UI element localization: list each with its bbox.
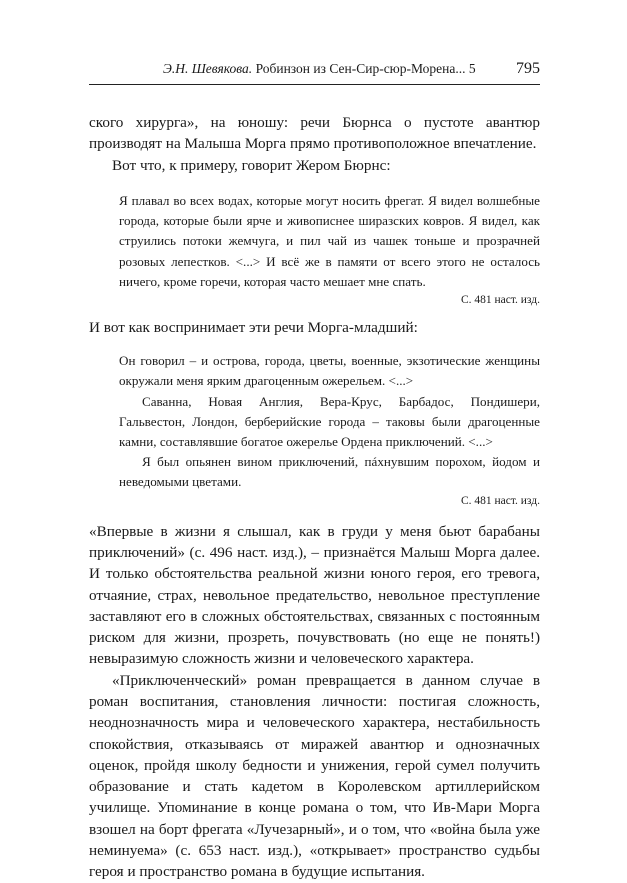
block-quote: Он говорил – и острова, города, цветы, военные, экзотические женщины окружали меня ярким драгоценным ожерельем. <...> bbox=[119, 353, 540, 389]
paragraph: ского хирурга», на юношу: речи Бюрнса о пустоте авантюр производят на Малыша Морга прямо противоположное впечатление. bbox=[89, 114, 540, 153]
block-quote: Я плавал во всех водах, которые могут носить фрегат. Я видел волшебные города, которые были ярче и живописнее ширазских ковров. Я видел, как струились потоки жемчуга, и пил чай из чашек тоньше и прозрачней розовых лепестков. <...> И всё же в памяти от всего этого не осталось ничего, кроме горечи, которая часто мешает мне спать. bbox=[119, 192, 540, 289]
quote-citation: С. 481 наст. изд. bbox=[460, 494, 540, 507]
header-rule bbox=[89, 84, 540, 85]
block-quote: Саванна, Новая Англия, Вера-Крус, Барбадос, Пондишери, Гальвестон, Лондон, берберийские города – таковы были драгоценные камни, составлявшие богатое ожерелье Ордена приключений. <...> bbox=[119, 393, 540, 450]
paragraph: И вот как воспринимает эти речи Морга-младший: bbox=[89, 318, 418, 336]
page-body bbox=[89, 112, 540, 883]
quote-citation: С. 481 наст. изд. bbox=[460, 293, 540, 306]
running-title bbox=[163, 60, 476, 78]
block-quote: Я был опьянен вином приключений, пáхнувшим порохом, йодом и неведомыми цветами. bbox=[119, 454, 540, 490]
paragraph: «Впервые в жизни я слышал, как в груди у меня бьют барабаны приключений» (с. 496 наст. изд.), – признаётся Малыш Морга далее. И только обстоятельства реальной жизни юного героя, его тревога, отчаяние, страх, невольное предательство, невольное преступление заставляют его в сложных обстоятельствах, связанных с постоянным риском для жизни, прозреть, почувствовать (но еще не понять!) невыразимую сложность жизни и человеческого характера. bbox=[89, 522, 540, 668]
header-author: Э.Н. Шевякова. bbox=[163, 61, 253, 76]
paragraph: Вот что, к примеру, говорит Жером Бюрнс: bbox=[112, 156, 391, 174]
paragraph: «Приключенческий» роман превращается в данном случае в роман воспитания, становления личности: постигая сложность, неоднозначность мира и человеческого характера, нестабильность спокойствия, отказываясь от миражей авантюр и однозначных оценок, пройдя школу бедности и унижения, герой сумел получить образование и стать кадетом в Королевском артиллерийском училище. Упоминание в конце романа о том, что Ив-Мари Морга взошел на борт фрегата «Лучезарный», и о том, что «война была уже неминуема» (с. 653 наст. изд.), «открывает» пространство судьбы героя и пространство романа в будущие испытания. bbox=[89, 671, 540, 881]
header-title-text: Робинзон из Сен-Сир-сюр-Морена... 5 bbox=[255, 61, 476, 76]
page-number: 795 bbox=[516, 60, 540, 77]
